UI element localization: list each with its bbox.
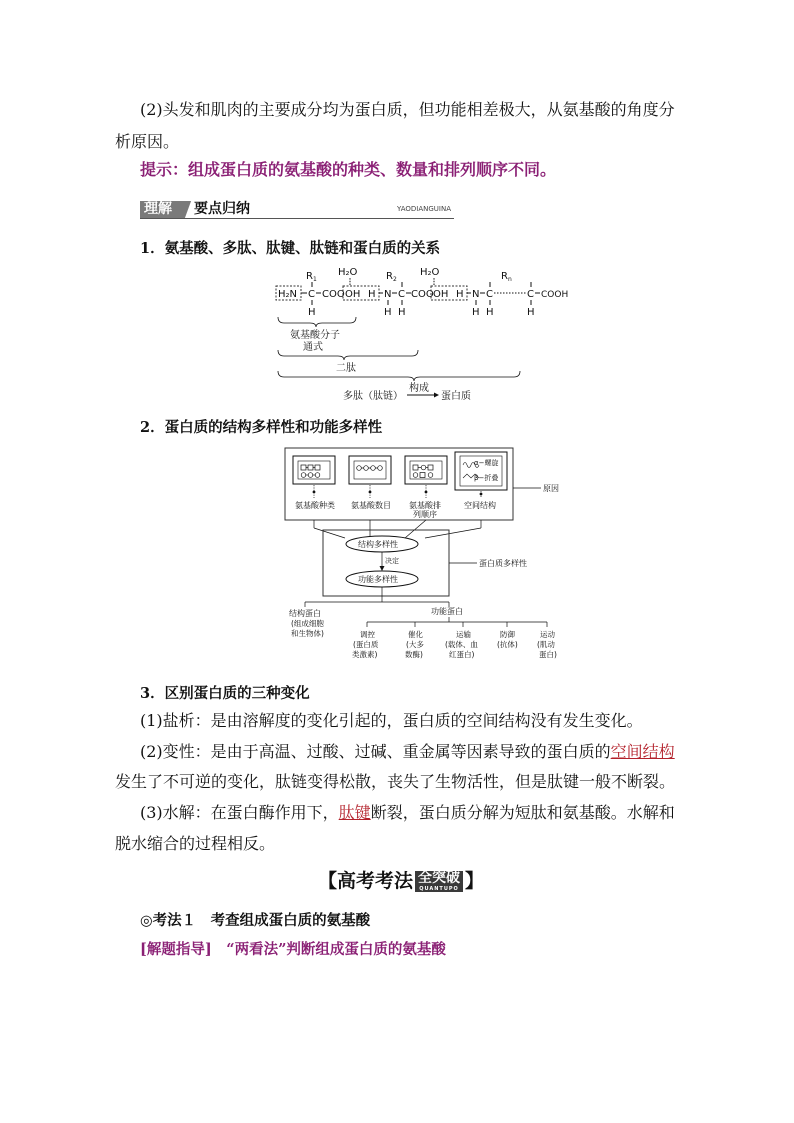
c-alpha-n: C: [527, 289, 534, 300]
hydrolysis-text-b: 断裂，蛋白质分解为短肽和氨基酸。水解和: [370, 803, 675, 822]
function-4a: 防御: [500, 630, 515, 639]
function-3c: 红蛋白): [449, 650, 475, 659]
structural-protein-2: (组成细胞: [291, 619, 324, 628]
banner-badge: [415, 871, 463, 892]
reason-box-3: [405, 456, 447, 484]
solution-guide: [140, 938, 446, 959]
reason-box-2: [349, 456, 391, 484]
section-underline: [140, 218, 454, 219]
banner-left: 【高考考法: [318, 870, 414, 892]
guide-text: “两看法”判断组成蛋白质的氨基酸: [226, 941, 446, 958]
n-1: N: [384, 289, 392, 300]
function-5c: 蛋白): [539, 650, 557, 659]
polypeptide-label: 多肽（肽链）: [343, 391, 403, 402]
function-5a: 运动: [540, 630, 555, 639]
h-2: H: [456, 289, 464, 300]
c-alpha-2: C: [398, 289, 405, 300]
coo-1: COO: [322, 289, 345, 300]
hint-label: 提示：: [140, 160, 189, 179]
method-1-title: ◎考法１ 考查组成蛋白质的氨基酸: [140, 912, 371, 929]
sheet-label: β−折叠: [474, 474, 499, 482]
cause-label: 原因: [543, 484, 559, 493]
function-2a: 催化: [408, 630, 423, 639]
decides-label: 决定: [385, 557, 399, 565]
h-under-c3: H: [486, 307, 494, 318]
n-2: N: [472, 289, 480, 300]
section-tag: 理解: [144, 201, 172, 217]
function-5b: (肌动: [537, 640, 555, 649]
function-2c: 数酶): [405, 650, 423, 659]
h-1: H: [368, 289, 376, 300]
reason-box-1: [293, 456, 335, 484]
functional-protein-label: 功能蛋白: [431, 607, 463, 616]
r2-label: $R_2$: [386, 271, 397, 283]
rn-label: $R_n$: [501, 271, 512, 283]
reason-label-2: 氨基酸数目: [351, 501, 391, 510]
banner-badge-text: 全突破: [418, 870, 461, 886]
constitute-label: 构成: [409, 383, 429, 394]
brace-label-1: 氨基酸分子: [290, 330, 340, 341]
question-2-line2: 析原因。: [115, 132, 180, 151]
structural-protein-1: 结构蛋白: [289, 609, 321, 618]
helix-label: α−螺旋: [474, 459, 499, 467]
question-2-line1: (2)头发和肌肉的主要成分均为蛋白质，但功能相差极大，从氨基酸的角度分: [140, 100, 675, 119]
function-1a: 调控: [360, 630, 375, 639]
functional-diversity-label: 功能多样性: [358, 575, 398, 584]
coo-2: COO: [411, 289, 434, 300]
guide-label: [解题指导]: [140, 941, 212, 958]
reason-label-3a: 氨基酸排: [409, 501, 441, 510]
function-1c: 类激素): [352, 650, 378, 659]
cooh-end: COOH: [541, 290, 569, 300]
function-4b: (抗体): [497, 640, 518, 649]
denature-highlight: 空间结构: [610, 742, 675, 761]
banner-badge-sub: QUANTUPO: [419, 886, 459, 892]
peptide-diagram: [270, 265, 569, 405]
oh-2: OH: [433, 289, 449, 300]
section-pinyin: YAODIANGUINA: [397, 205, 452, 213]
function-3b: (载体、血: [445, 640, 478, 649]
hint-line: [140, 160, 556, 180]
function-1b: (蛋白质: [353, 640, 379, 649]
c-alpha-3: C: [486, 289, 493, 300]
section-title: 要点归纳: [194, 201, 250, 217]
item1-title: 1．氨基酸、多肽、肽键、肽链和蛋白质的关系: [140, 240, 441, 257]
hydrolysis-line2: 脱水缩合的过程相反。: [115, 834, 276, 853]
reason-box-4: [455, 452, 507, 490]
dipeptide-label: 二肽: [336, 363, 356, 374]
function-3a: 运输: [456, 630, 471, 639]
h-under-n2: H: [472, 307, 480, 318]
item3-title: 3．区别蛋白质的三种变化: [140, 685, 310, 702]
banner-right: 】: [465, 870, 485, 892]
protein-diversity-label: 蛋白质多样性: [479, 559, 527, 568]
h2o-label-1: H₂O: [338, 267, 358, 278]
r1-label: $R_1$: [306, 271, 317, 283]
h2n-text: H₂N: [278, 289, 298, 300]
item2-title: 2．蛋白质的结构多样性和功能多样性: [140, 419, 383, 436]
c-alpha-1: C: [308, 289, 315, 300]
function-2b: (大多: [406, 640, 424, 649]
hydrolysis-highlight: 肽键: [338, 803, 371, 822]
denature-line2: 发生了不可逆的变化，肽链变得松散，丧失了生物活性，但是肽键一般不断裂。: [115, 772, 676, 791]
h-under-c1: H: [308, 307, 316, 318]
h-under-cn: H: [527, 307, 535, 318]
reason-label-1: 氨基酸种类: [295, 501, 335, 510]
brace-label-2: 通式: [303, 342, 323, 353]
hint-text: 组成蛋白质的氨基酸的种类、数量和排列顺序不同。: [188, 160, 557, 179]
h-under-n1: H: [384, 307, 392, 318]
h2o-label-2: H₂O: [420, 267, 440, 278]
exam-banner: [318, 869, 484, 893]
protein-label: 蛋白质: [441, 391, 471, 402]
hydrolysis-line1: [140, 803, 675, 823]
reason-label-3b: 列顺序: [413, 510, 437, 519]
denature-line1: [140, 742, 675, 762]
structural-protein-3: 和生物体): [291, 629, 324, 638]
h-under-c2: H: [398, 307, 406, 318]
section-bar: [140, 201, 454, 219]
structural-diversity-label: 结构多样性: [358, 540, 398, 549]
denature-text-a: (2)变性：是由于高温、过酸、过碱、重金属等因素导致的蛋白质的: [140, 742, 611, 761]
oh-1: OH: [345, 289, 361, 300]
protein-diversity-diagram: [285, 448, 590, 670]
hydrolysis-text-a: (3)水解：在蛋白酶作用下，: [140, 803, 339, 822]
salting-out-line: (1)盐析：是由溶解度的变化引起的，蛋白质的空间结构没有发生变化。: [140, 711, 643, 730]
reason-label-4: 空间结构: [464, 501, 496, 510]
